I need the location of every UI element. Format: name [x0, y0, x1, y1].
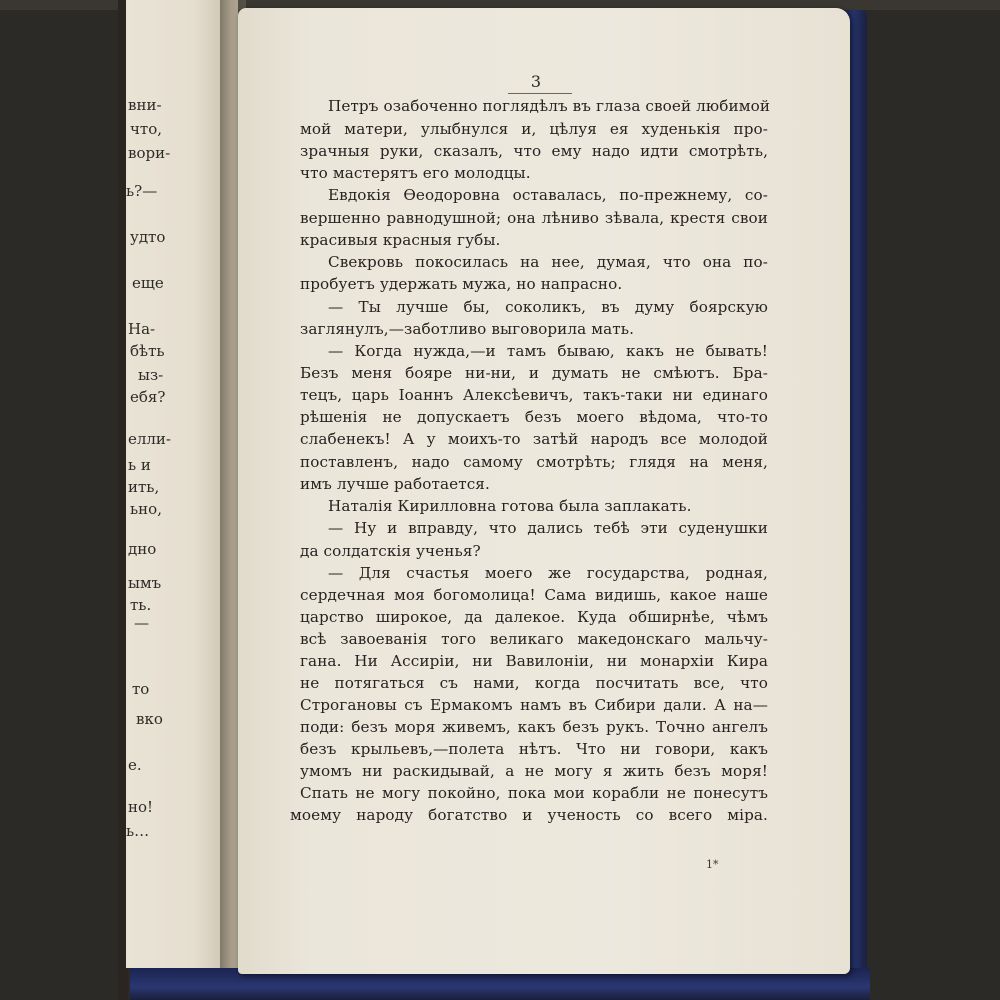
text-line: мой матери, улыбнулся и, цѣлуя ея худенькія про-: [300, 120, 768, 138]
text-line: — Ну и вправду, что дались тебѣ эти суденушки: [328, 519, 768, 537]
text-line: не потягаться съ нами, когда посчитать все, что: [300, 674, 768, 692]
text-line: тецъ, царь Іоаннъ Алексѣевичъ, такъ-таки ни единаго: [300, 386, 768, 404]
text-line: да солдатскія ученья?: [300, 542, 481, 560]
text-line: всѣ завоеванія того великаго македонскаго мальчу-: [300, 630, 768, 648]
text-line: Наталія Кирилловна готова была заплакать.: [328, 497, 692, 515]
text-line: Строгановы съ Ермакомъ намъ въ Сибири дали. А на—: [300, 696, 768, 714]
page-number-rule: [508, 93, 572, 94]
left-page-fragment: что,: [130, 120, 163, 138]
text-line: Евдокія Ѳеодоровна оставалась, по-прежнему, со-: [328, 186, 768, 204]
left-page-fragment: дно: [128, 540, 157, 558]
text-line: Свекровь покосилась на нее, думая, что она по-: [328, 253, 768, 271]
left-page-fragment: вко: [136, 710, 163, 728]
left-page-fragment: ымъ: [128, 574, 162, 592]
text-line: зрачныя руки, сказалъ, что ему надо идти смотрѣть,: [300, 142, 768, 160]
text-line: слабенекъ! А у моихъ-то затѣй народъ все молодой: [300, 430, 768, 448]
left-page-fragment: ь и: [128, 456, 151, 474]
left-page-fragment: —: [134, 614, 149, 632]
text-line: Безъ меня бояре ни-ни, и думать не смѣютъ. Бра-: [300, 364, 768, 382]
left-page-fragment: бѣть: [130, 342, 165, 360]
page-number: 3: [530, 72, 542, 91]
left-page-fragment: удто: [130, 228, 166, 246]
text-line: царство широкое, да далекое. Куда обширнѣе, чѣмъ: [300, 608, 768, 626]
text-line: поставленъ, надо самому смотрѣть; глядя на меня,: [300, 453, 768, 471]
text-line: гана. Ни Ассиріи, ни Вавилоніи, ни монархіи Кира: [300, 652, 768, 670]
left-page-fragment: ить,: [128, 478, 160, 496]
left-page-fragment: то: [132, 680, 150, 698]
text-line: что мастерятъ его молодцы.: [300, 164, 531, 182]
printer-signature-mark: 1*: [706, 858, 719, 871]
left-page-fragment: вори-: [128, 144, 171, 162]
text-line: Спать не могу покойно, пока мои корабли не понесутъ: [300, 784, 768, 802]
text-line: красивыя красныя губы.: [300, 231, 501, 249]
left-page-fragment: но!: [128, 798, 154, 816]
text-line: безъ крыльевъ,—полета нѣтъ. Что ни говори, какъ: [300, 740, 768, 758]
text-line: — Для счастья моего же государства, родная,: [328, 564, 768, 582]
left-page-fragment: еще: [132, 274, 164, 292]
text-line: заглянулъ,—заботливо выговорила мать.: [300, 320, 635, 338]
text-line: рѣшенія не допускаетъ безъ моего вѣдома, что-то: [300, 408, 768, 426]
left-page-fragment: ебя?: [130, 388, 166, 406]
text-line: поди: безъ моря живемъ, какъ безъ рукъ. Точно ангелъ: [300, 718, 768, 736]
left-page-fragment: ьно,: [130, 500, 162, 518]
text-line: имъ лучше работается.: [300, 475, 490, 493]
left-page-fragment: ть.: [130, 596, 152, 614]
left-page-fragment: ь…: [126, 822, 150, 840]
left-page-fragment: е.: [128, 756, 142, 774]
text-line: вершенно равнодушной; она лѣниво зѣвала, крестя свои: [300, 209, 768, 227]
left-page-fragment: ь?—: [126, 182, 158, 200]
left-page-fragment: ыз-: [138, 366, 164, 384]
left-page-fragment: На-: [128, 320, 156, 338]
text-line: моему народу богатство и ученость со всего міра.: [290, 806, 768, 824]
text-line: — Когда нужда,—и тамъ бываю, какъ не бывать!: [328, 342, 768, 360]
text-line: сердечная моя богомолица! Сама видишь, какое наше: [300, 586, 768, 604]
left-page-fragment: елли-: [128, 430, 172, 448]
text-line: — Ты лучше бы, соколикъ, въ думу боярскую: [328, 298, 768, 316]
text-line: Петръ озабоченно поглядѣлъ въ глаза своей любимой: [328, 97, 771, 115]
text-line: умомъ ни раскидывай, а не могу я жить безъ моря!: [300, 762, 768, 780]
left-page-fragment: вни-: [128, 96, 162, 114]
text-line: пробуетъ удержать мужа, но напрасно.: [300, 275, 623, 293]
